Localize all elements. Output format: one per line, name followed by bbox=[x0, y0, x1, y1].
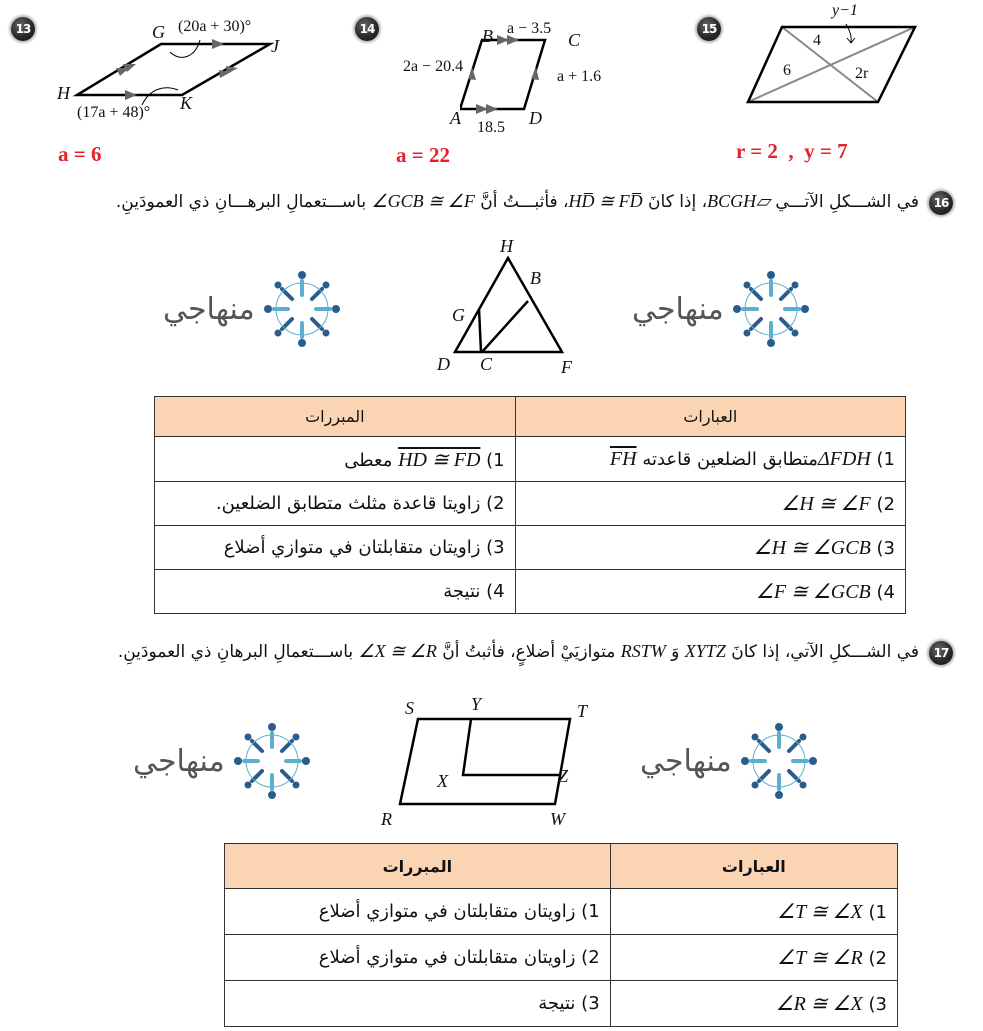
vertex-label-X: X bbox=[437, 771, 448, 791]
header-reasons: المبررات bbox=[225, 844, 611, 889]
problem-16-prompt bbox=[116, 191, 919, 212]
vertex-label-Z: Z bbox=[558, 766, 569, 786]
vertex-label-R: R bbox=[381, 809, 392, 829]
statement-cell: 1) ΔFDHمتطابق الضلعين قاعدته $\overline{FH}$ bbox=[515, 437, 905, 482]
triangle-figure-16 bbox=[450, 255, 570, 355]
prompt-text: ، فأثبـــتُ أنَّ bbox=[480, 192, 569, 212]
vertex-label-H: H bbox=[57, 83, 70, 103]
table-row bbox=[155, 482, 906, 526]
vertex-label-Y: Y bbox=[471, 694, 482, 714]
prompt-text: باســـتعمالِ البرهانِ ذي العمودَينِ. bbox=[117, 642, 354, 662]
logo-text: منهاجي bbox=[640, 743, 732, 779]
reason-cell: 2) زاويتان متقابلتان في متوازي أضلاع bbox=[225, 935, 611, 981]
reason-cell: 3) نتيجة bbox=[225, 981, 611, 1027]
manhaji-logo-right bbox=[640, 720, 820, 802]
prompt-math: HD̅ ≅ FD̅ bbox=[568, 191, 643, 211]
logo-text: منهاجي bbox=[133, 743, 225, 779]
problem-number-badge: 16 bbox=[929, 191, 953, 215]
prompt-math: ∠GCB ≅ ∠F bbox=[371, 191, 475, 211]
vertex-label-W: W bbox=[550, 809, 565, 829]
vertex-label-A: A bbox=[450, 108, 461, 128]
prompt-math: BCGH▱ bbox=[707, 191, 770, 211]
problem-number-badge: 13 bbox=[11, 17, 35, 41]
vertex-label-K: K bbox=[180, 93, 193, 113]
statement-cell: 4) ∠F ≅ ∠GCB bbox=[515, 570, 905, 614]
vertex-label-F: F bbox=[561, 357, 572, 377]
vertex-label-D: D bbox=[437, 354, 450, 374]
vertex-label-G: G bbox=[452, 305, 465, 325]
side-label-BC: a − 3.5 bbox=[507, 20, 552, 37]
statement-cell: 2) ∠H ≅ ∠F bbox=[515, 482, 905, 526]
prompt-math: RSTW bbox=[620, 641, 666, 661]
parallelogram-figure-17 bbox=[395, 715, 585, 810]
prompt-math: XYTZ bbox=[684, 641, 726, 661]
problem-number-badge: 15 bbox=[697, 17, 721, 41]
vertex-label-C: C bbox=[568, 30, 581, 50]
segment-label-2r: 2r bbox=[855, 65, 869, 82]
statement-cell: 3) ∠H ≅ ∠GCB bbox=[515, 526, 905, 570]
statement-cell: 3) ∠R ≅ ∠X bbox=[610, 981, 897, 1027]
table-row bbox=[155, 437, 906, 482]
two-column-proof-table-17 bbox=[224, 843, 898, 1027]
problem-number-badge: 17 bbox=[929, 641, 953, 665]
header-statements: العبارات bbox=[610, 844, 897, 889]
statement-cell: 1) ∠T ≅ ∠X bbox=[610, 889, 897, 935]
table-row bbox=[155, 526, 906, 570]
prompt-text: وَ bbox=[671, 642, 680, 662]
prompt-text: في الشـــكلِ الآتـــي bbox=[775, 192, 919, 212]
reason-cell: 1) HD ≅ FD معطى bbox=[155, 437, 516, 482]
vertex-label-G: G bbox=[152, 22, 165, 42]
answer-14: a = 22 bbox=[396, 143, 450, 167]
prompt-text: في الشـــكلِ الآتي، إذا كانَ bbox=[731, 642, 919, 662]
vertex-label-S: S bbox=[405, 698, 414, 718]
vertex-label-B: B bbox=[530, 268, 541, 288]
angle-label-top: (20a + 30)° bbox=[178, 18, 252, 35]
two-column-proof-table-16 bbox=[154, 396, 906, 614]
logo-text: منهاجي bbox=[163, 291, 255, 327]
segment-label-6: 6 bbox=[783, 62, 791, 79]
problem-number-badge: 14 bbox=[355, 17, 379, 41]
vertex-label-T: T bbox=[577, 701, 588, 721]
table-row bbox=[225, 935, 898, 981]
vertex-label-H: H bbox=[500, 236, 513, 256]
reason-cell: 1) زاويتان متقابلتان في متوازي أضلاع bbox=[225, 889, 611, 935]
side-label-AD: 18.5 bbox=[477, 119, 505, 136]
segment-label-4: 4 bbox=[813, 32, 821, 49]
parallelogram-figure-15 bbox=[745, 24, 920, 104]
problem-17-prompt bbox=[118, 641, 919, 662]
prompt-math: ∠X ≅ ∠R bbox=[358, 641, 437, 661]
statement-cell: 2) ∠T ≅ ∠R bbox=[610, 935, 897, 981]
people-circle-icon bbox=[738, 720, 820, 802]
logo-text: منهاجي bbox=[632, 291, 724, 327]
side-label-CD: a + 1.6 bbox=[557, 68, 602, 85]
people-circle-icon bbox=[730, 268, 812, 350]
people-circle-icon bbox=[261, 268, 343, 350]
answer-13: a = 6 bbox=[58, 142, 102, 166]
prompt-text: باســـتعمالِ البرهـــانِ ذي العمودَينِ. bbox=[115, 192, 367, 212]
manhaji-logo-right bbox=[632, 268, 812, 350]
angle-label-bottom: (17a + 48)° bbox=[77, 104, 151, 121]
parallelogram-figure-14 bbox=[460, 35, 570, 115]
vertex-label-J: J bbox=[271, 36, 279, 56]
manhaji-logo-left bbox=[133, 720, 313, 802]
header-statements: العبارات bbox=[515, 397, 905, 437]
segment-label-y-minus-1: y−1 bbox=[832, 2, 858, 19]
people-circle-icon bbox=[231, 720, 313, 802]
header-reasons: المبررات bbox=[155, 397, 516, 437]
answer-15: r = 2 , y = 7 bbox=[736, 139, 848, 163]
reason-cell: 4) نتيجة bbox=[155, 570, 516, 614]
vertex-label-B: B bbox=[482, 26, 493, 46]
table-row bbox=[225, 889, 898, 935]
table-row bbox=[225, 981, 898, 1027]
side-label-AB: 2a − 20.4 bbox=[403, 58, 464, 75]
prompt-text: متوازيَيْ أضلاعٍ، فأثبتُ أنَّ bbox=[442, 642, 616, 662]
vertex-label-C: C bbox=[480, 354, 493, 374]
manhaji-logo-left bbox=[163, 268, 343, 350]
vertex-label-D: D bbox=[529, 108, 542, 128]
table-row bbox=[155, 570, 906, 614]
reason-cell: 2) زاويتا قاعدة مثلث متطابق الضلعين. bbox=[155, 482, 516, 526]
prompt-text: ، إذا كانَ bbox=[648, 192, 708, 212]
reason-cell: 3) زاويتان متقابلتان في متوازي أضلاع bbox=[155, 526, 516, 570]
